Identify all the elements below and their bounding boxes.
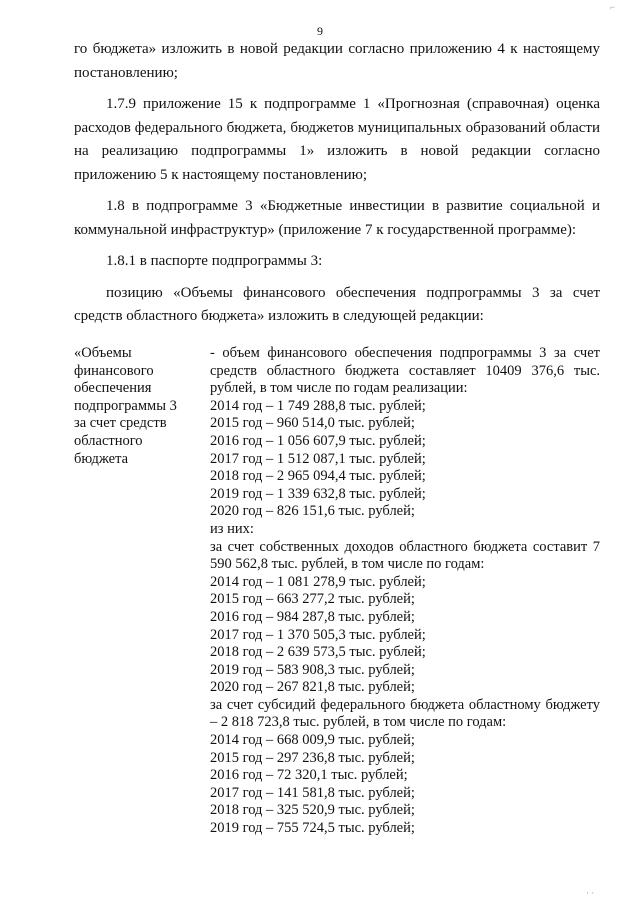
table-right-column — [210, 345, 600, 838]
total-year-row: 2016 год – 1 056 607,9 тыс. рублей; — [210, 432, 426, 449]
federal-year-row: 2016 год – 72 320,1 тыс. рублей; — [210, 767, 408, 784]
left-line: финансового — [74, 362, 154, 379]
paragraph-1-8: 1.8 в подпрограмме 3 «Бюджетные инвестиции в развитие социальной и коммунальной инфраструктур» (приложение 7 к государственной программе): — [74, 198, 600, 238]
left-line: подпрограммы 3 — [74, 397, 177, 414]
total-year-row: 2018 год – 2 965 094,4 тыс. рублей; — [210, 468, 426, 485]
left-line: бюджета — [74, 450, 129, 467]
scan-mark-bottom: · · — [586, 888, 595, 898]
total-year-row: 2020 год – 826 151,6 тыс. рублей; — [210, 503, 415, 520]
left-line: «Объемы — [74, 345, 132, 361]
total-year-row: 2019 год – 1 339 632,8 тыс. рублей; — [210, 485, 426, 502]
federal-year-row: 2019 год – 755 724,5 тыс. рублей; — [210, 820, 415, 837]
table-left-column — [74, 345, 210, 838]
document-body — [74, 38, 600, 337]
own-income-year-row: 2020 год – 267 821,8 тыс. рублей; — [210, 679, 415, 696]
funding-table — [74, 345, 600, 838]
paragraph-continuation: го бюджета» изложить в новой редакции согласно приложению 4 к настоящему постановлению; — [74, 41, 600, 81]
left-line: обеспечения — [74, 380, 152, 397]
own-income-year-row: 2015 год – 663 277,2 тыс. рублей; — [210, 591, 415, 608]
federal-year-row: 2015 год – 297 236,8 тыс. рублей; — [210, 749, 415, 766]
of-them-label: из них: — [210, 520, 254, 537]
federal-year-row: 2017 год – 141 581,8 тыс. рублей; — [210, 784, 415, 801]
total-year-row: 2015 год – 960 514,0 тыс. рублей; — [210, 415, 415, 432]
page-number: 9 — [317, 24, 323, 38]
own-income-year-row: 2016 год – 984 287,8 тыс. рублей; — [210, 608, 415, 625]
total-year-row: 2017 год – 1 512 087,1 тыс. рублей; — [210, 450, 426, 467]
federal-subsidy-intro: за счет субсидий федерального бюджета областному бюджету – 2 818 723,8 тыс. рублей, в том числе по годам: — [210, 696, 600, 731]
left-line: за счет средств — [74, 415, 167, 432]
total-funding-intro: - объем финансового обеспечения подпрограммы 3 за счет средств областного бюджета составляет 10409 376,6 тыс. рублей, в том числе по годам реализации: — [210, 345, 600, 397]
own-income-intro: за счет собственных доходов областного бюджета составит 7 590 562,8 тыс. рублей, в том числе по годам: — [210, 538, 600, 573]
own-income-year-row: 2017 год – 1 370 505,3 тыс. рублей; — [210, 626, 426, 643]
paragraph-1-8-1: 1.8.1 в паспорте подпрограммы 3: — [106, 253, 323, 269]
scan-mark-top: ⌐ — [610, 2, 616, 12]
own-income-year-row: 2014 год – 1 081 278,9 тыс. рублей; — [210, 573, 426, 590]
left-line: областного — [74, 432, 143, 449]
federal-year-row: 2014 год – 668 009,9 тыс. рублей; — [210, 732, 415, 749]
federal-year-row: 2018 год – 325 520,9 тыс. рублей; — [210, 802, 415, 819]
total-year-row: 2014 год – 1 749 288,8 тыс. рублей; — [210, 397, 426, 414]
own-income-year-row: 2018 год – 2 639 573,5 тыс. рублей; — [210, 644, 426, 661]
paragraph-1-7-9: 1.7.9 приложение 15 к подпрограмме 1 «Прогнозная (справочная) оценка расходов федерального бюджета, бюджетов муниципальных образований области на реализацию подпрограммы 1» изложить в новой редакции согласно приложению 5 к настоящему постановлению; — [74, 96, 600, 183]
paragraph-position: позицию «Объемы финансового обеспечения подпрограммы 3 за счет средств областного бюджета» изложить в следующей редакции: — [74, 284, 600, 324]
own-income-year-row: 2019 год – 583 908,3 тыс. рублей; — [210, 661, 415, 678]
